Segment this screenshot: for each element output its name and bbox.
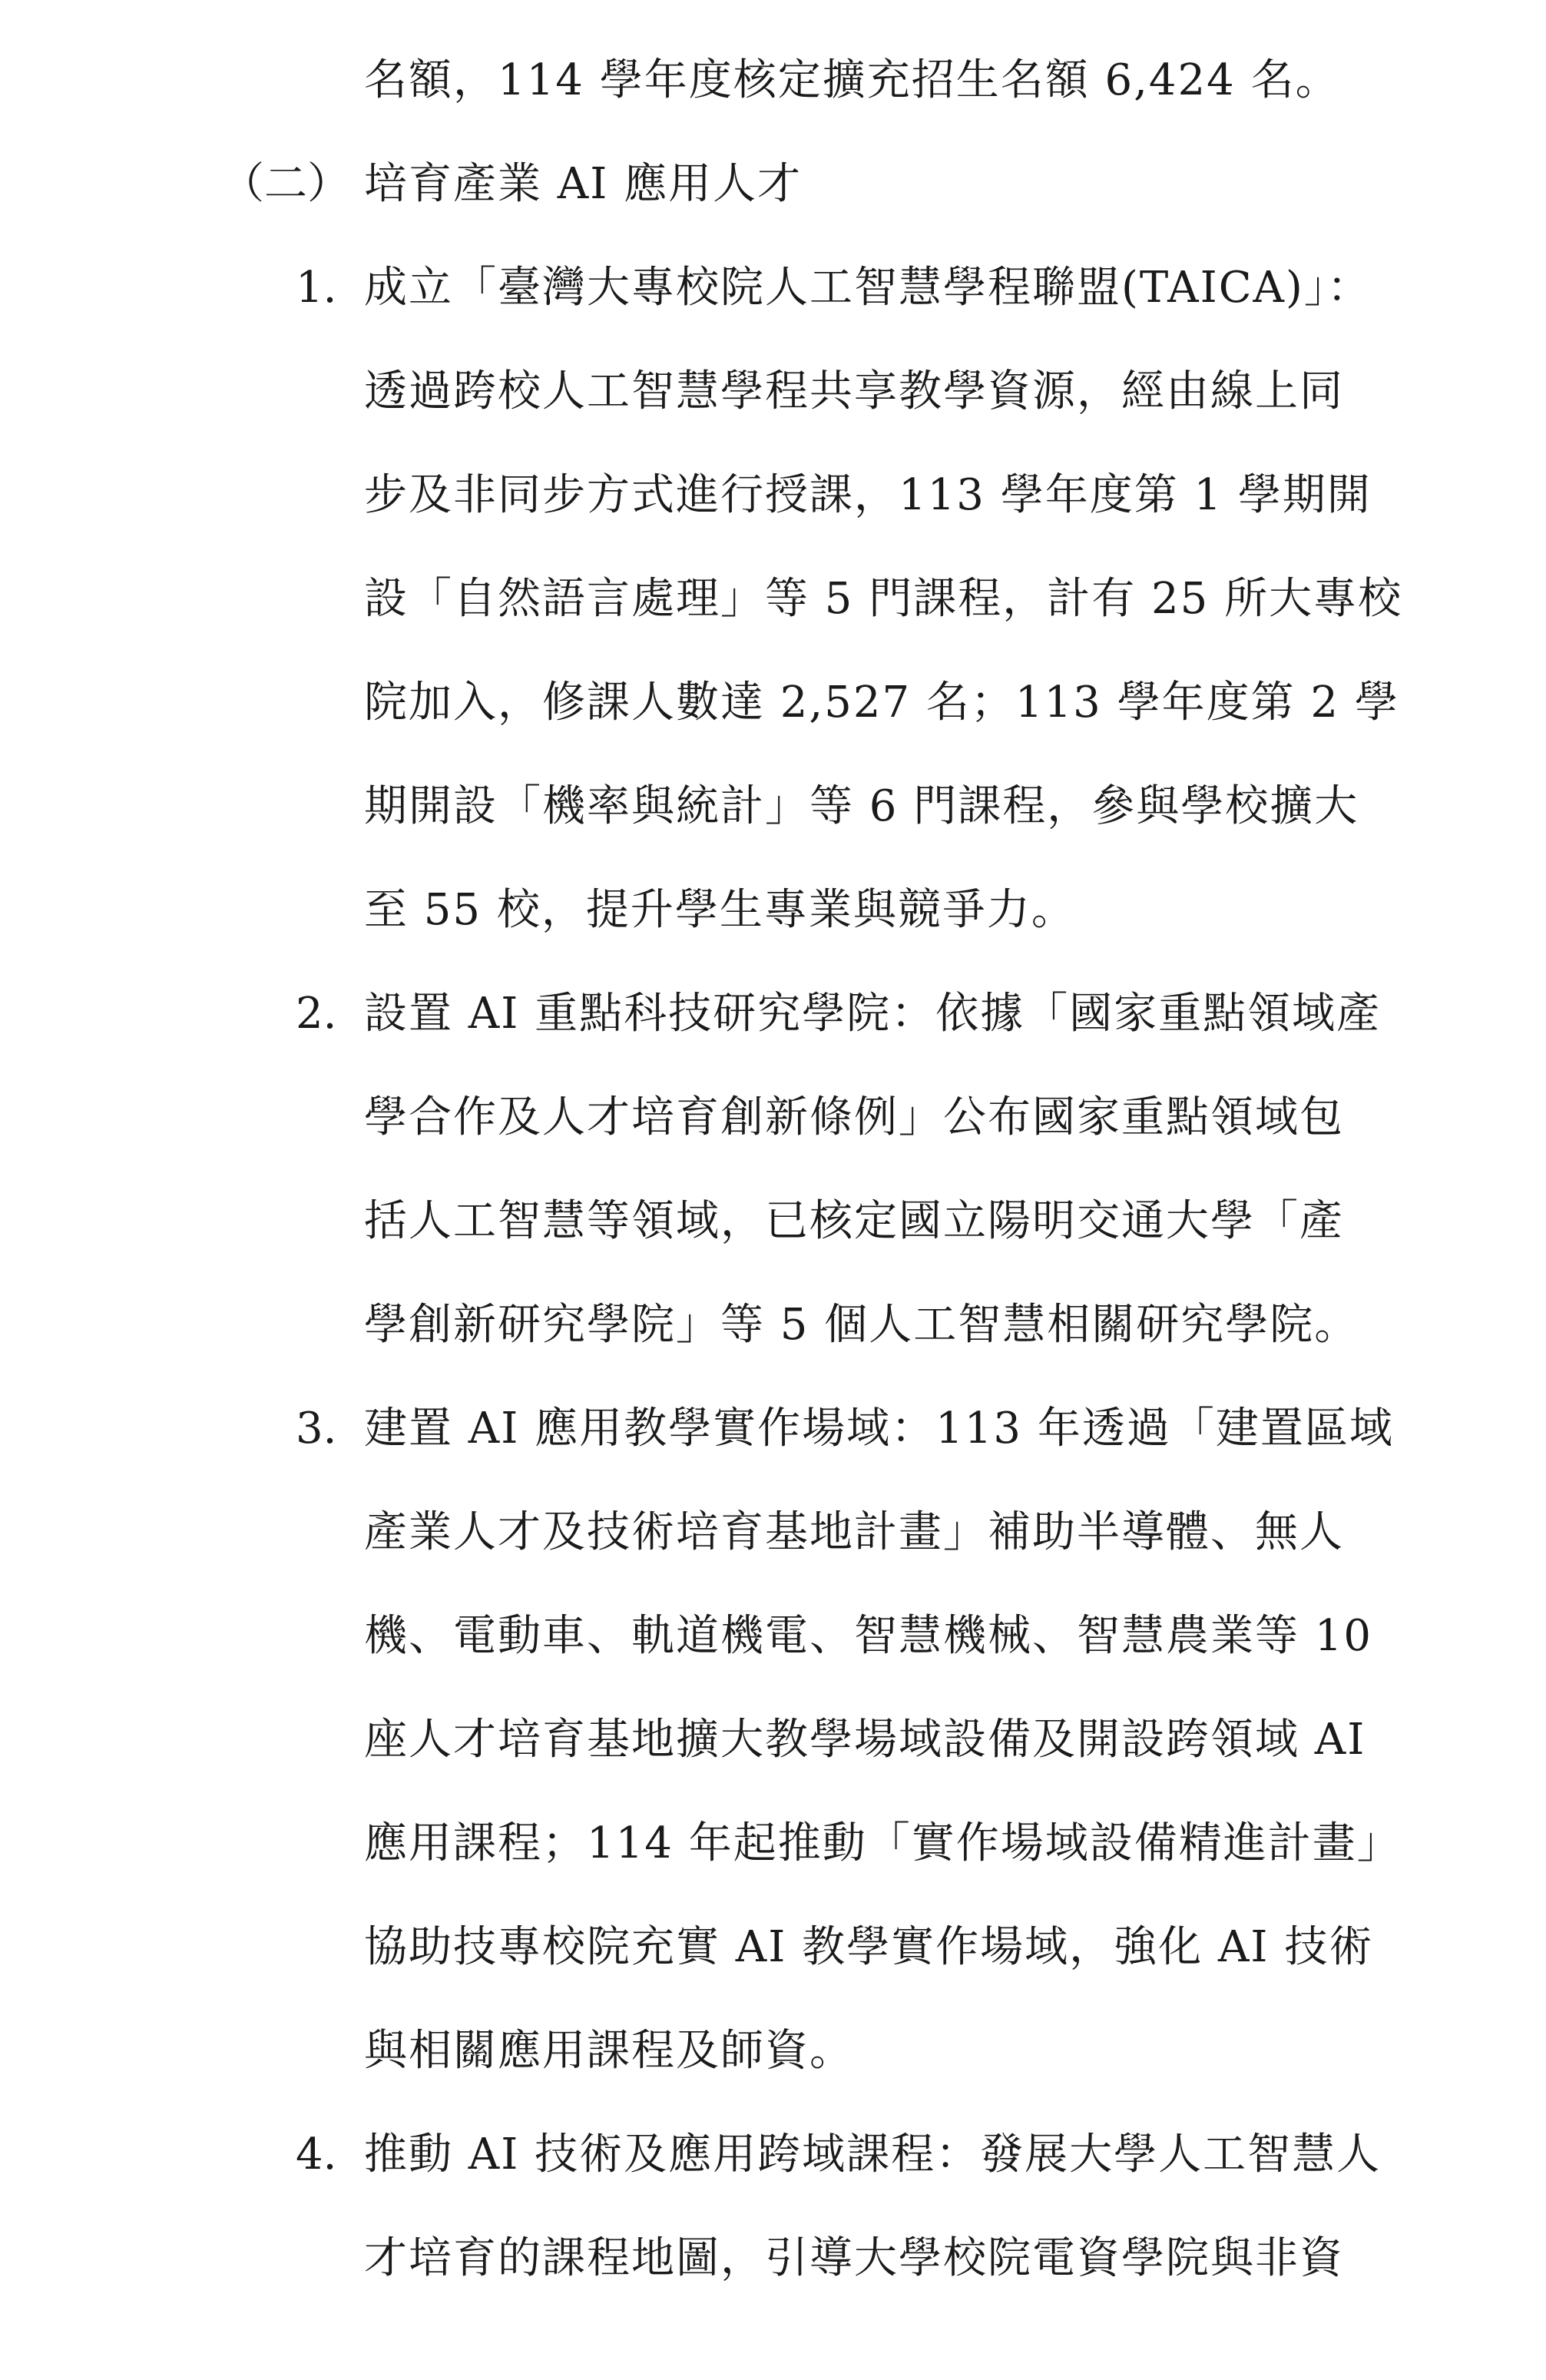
section-title: 培育產業 AI 應用人才	[364, 159, 803, 209]
item-line: 透過跨校人工智慧學程共享教學資源，經由線上同	[364, 366, 1344, 416]
item-number: 3.	[296, 1404, 337, 1454]
item-line: 建置 AI 應用教學實作場域：113 年透過「建置區域	[364, 1404, 1394, 1454]
item-line: 協助技專校院充實 AI 教學實作場域，強化 AI 技術	[364, 1922, 1374, 1972]
item-line: 推動 AI 技術及應用跨域課程：發展大學人工智慧人	[364, 2130, 1382, 2179]
item-number: 2.	[296, 989, 337, 1039]
item-line: 才培育的課程地圖，引導大學校院電資學院與非資	[364, 2233, 1344, 2283]
item-line: 座人才培育基地擴大教學場域設備及開設跨領域 AI	[364, 1715, 1366, 1765]
item-line: 機、電動車、軌道機電、智慧機械、智慧農業等 10	[364, 1611, 1373, 1661]
item-line: 產業人才及技術培育基地計畫」補助半導體、無人	[364, 1507, 1344, 1557]
item-line: 學合作及人才培育創新條例」公布國家重點領域包	[364, 1092, 1344, 1142]
item-line: 步及非同步方式進行授課，113 學年度第 1 學期開	[364, 470, 1372, 520]
item-line: 與相關應用課程及師資。	[364, 2026, 854, 2076]
item-line: 設置 AI 重點科技研究學院：依據「國家重點領域產	[364, 989, 1382, 1039]
item-line: 括人工智慧等領域，已核定國立陽明交通大學「產	[364, 1196, 1344, 1246]
item-line: 設「自然語言處理」等 5 門課程，計有 25 所大專校	[364, 574, 1403, 624]
item-line: 至 55 校，提升學生專業與競爭力。	[364, 885, 1076, 935]
intro-line: 名額，114 學年度核定擴充招生名額 6,424 名。	[364, 55, 1340, 105]
item-line: 應用課程；114 年起推動「實作場域設備精進計畫」	[364, 1818, 1402, 1868]
item-number: 4.	[296, 2130, 337, 2179]
section-marker: （二）	[221, 159, 350, 209]
item-line: 學創新研究學院」等 5 個人工智慧相關研究學院。	[364, 1300, 1359, 1350]
item-number: 1.	[296, 263, 337, 313]
item-line: 期開設「機率與統計」等 6 門課程，參與學校擴大	[364, 781, 1359, 831]
item-line: 成立「臺灣大專校院人工智慧學程聯盟(TAICA)」：	[364, 263, 1372, 313]
item-line: 院加入，修課人數達 2,527 名；113 學年度第 2 學	[364, 678, 1399, 728]
